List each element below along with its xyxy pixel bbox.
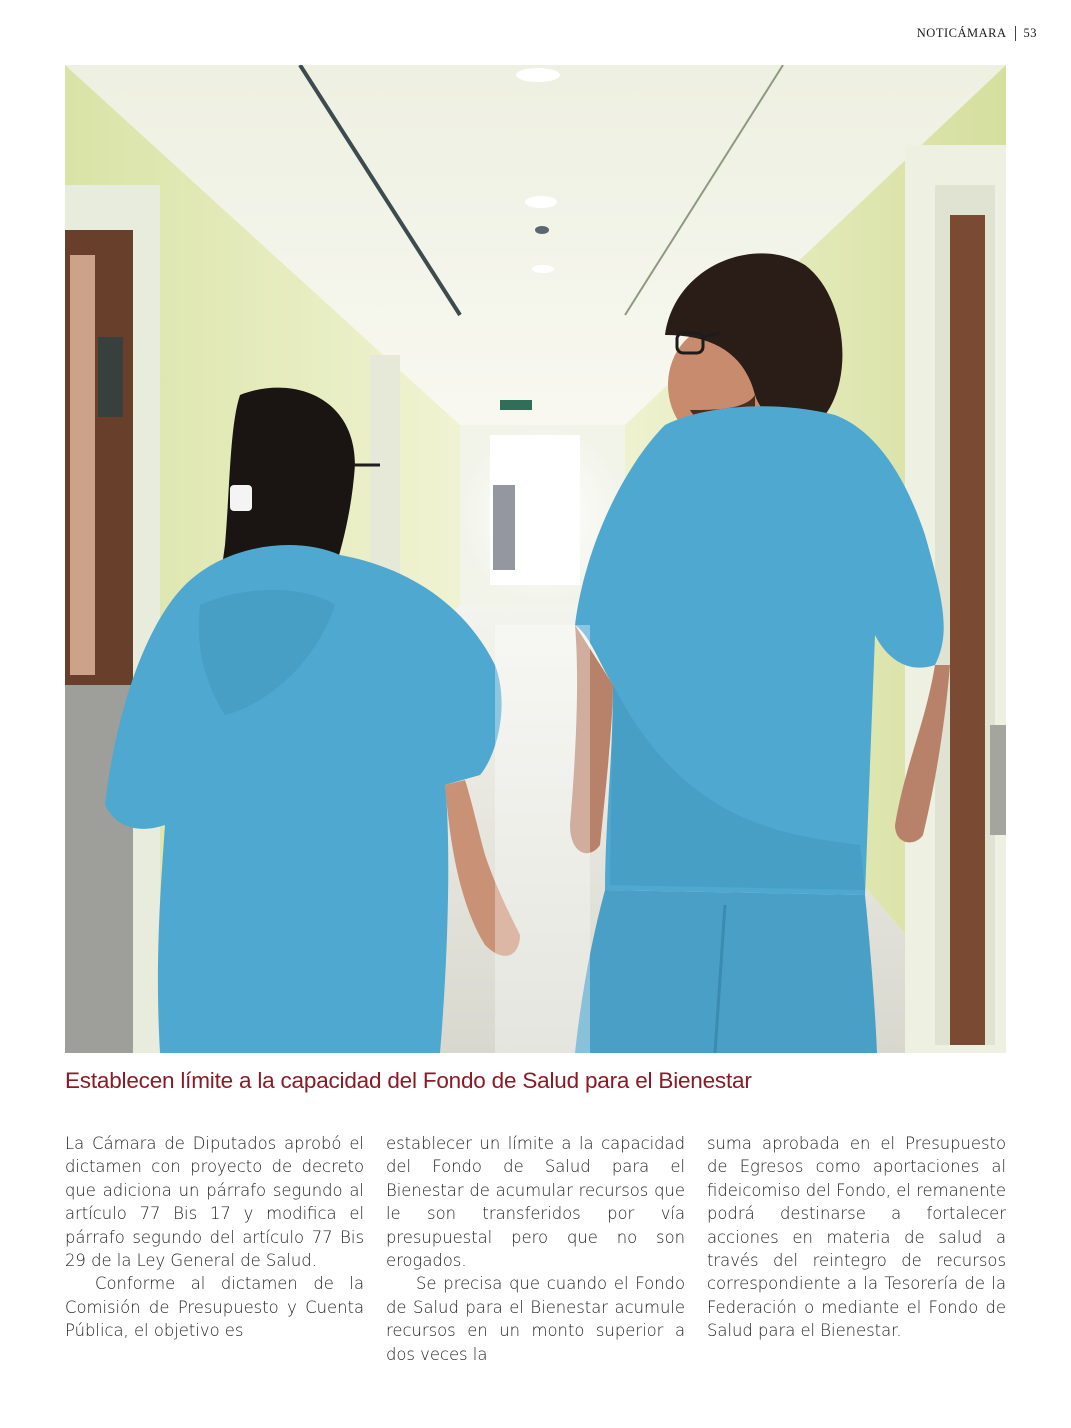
article-column-1 [65, 1132, 364, 1422]
page-number: 53 [1023, 26, 1037, 40]
paragraph: Conforme al dictamen de la Comisión de Presupuesto y Cuenta Pública, el objetivo es [65, 1274, 364, 1341]
paragraph: Se precisa que cuando el Fondo de Salud para el Bienestar acumule recursos en un monto superior a dos veces la [386, 1274, 685, 1364]
article-column-3 [707, 1132, 1006, 1422]
hospital-corridor-photo [65, 65, 1006, 1053]
article-photo [65, 65, 1006, 1053]
article-column-2 [386, 1132, 685, 1422]
paragraph: establecer un límite a la capacidad del Fondo de Salud para el Bienestar de acumular recursos que le son transferidos por vía presupuestal pero que no son erogados. [386, 1134, 685, 1271]
article-body [65, 1132, 1006, 1422]
article-headline: Establecen límite a la capacidad del Fondo de Salud para el Bienestar [65, 1068, 752, 1093]
page-header [917, 26, 1037, 41]
publication-name: NOTICÁMARA [916, 26, 1007, 40]
paragraph: La Cámara de Diputados aprobó el dictamen con proyecto de decreto que adiciona un párrafo segundo al artículo 77 Bis 17 y modifica el párrafo segundo del artículo 77 Bis 29 de la Ley General de Salud. [65, 1134, 364, 1271]
paragraph: suma aprobada en el Presupuesto de Egresos como aportaciones al fideicomiso del Fondo, el remanente podrá destinarse a fortalecer acciones en materia de salud a través del reintegro de recursos correspondiente a la Tesorería de la Federación o mediante el Fondo de Salud para el Bienestar. [707, 1134, 1006, 1341]
header-divider [1015, 26, 1016, 41]
